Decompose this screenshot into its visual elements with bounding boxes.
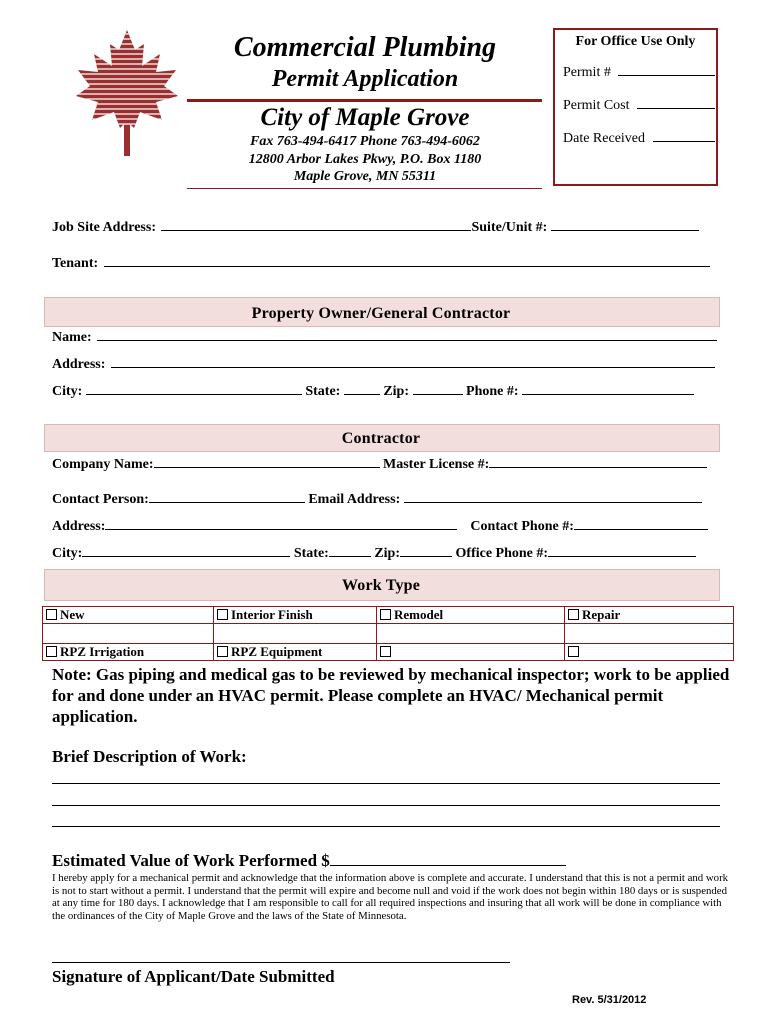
owner-state-label: State:	[305, 384, 341, 399]
form-subtitle: Permit Application	[271, 66, 459, 92]
permit-cost-field[interactable]	[563, 97, 715, 114]
job-site-row	[52, 219, 699, 236]
contact-person-row	[52, 491, 702, 508]
work-type-interior-finish[interactable]	[213, 606, 377, 624]
revision-date: Rev. 5/31/2012	[572, 994, 647, 1006]
estimate-label: Estimated Value of Work Performed $	[52, 851, 330, 870]
job-site-address-input[interactable]	[161, 219, 471, 231]
contractor-zip-input[interactable]	[400, 545, 452, 557]
blank-option-3-checkbox[interactable]	[380, 646, 391, 657]
contact-person-input[interactable]	[149, 491, 305, 503]
contractor-section-title: Contractor	[341, 430, 421, 447]
description-label: Brief Description of Work:	[52, 747, 247, 766]
remodel-label: Remodel	[394, 607, 444, 622]
owner-phone-input[interactable]	[522, 383, 694, 395]
gas-piping-note: Note: Gas piping and medical gas to be reviewed by mechanical inspector; work to be applied for and done under an HVAC permit. Please complete an HVAC/ Mechanical permit application.	[52, 665, 730, 726]
form-title: Commercial Plumbing	[233, 32, 497, 63]
contractor-city-input[interactable]	[82, 545, 290, 557]
job-site-address-label: Job Site Address:	[52, 220, 156, 235]
office-phone-label: Office Phone #:	[455, 546, 549, 561]
description-line-3[interactable]	[52, 826, 720, 827]
owner-phone-label: Phone #:	[466, 384, 519, 399]
office-use-box	[553, 28, 718, 186]
header-divider	[187, 99, 542, 102]
blank-option-4-checkbox[interactable]	[568, 646, 579, 657]
office-use-title: For Office Use Only	[575, 34, 696, 49]
work-type-blank-4[interactable]	[564, 643, 734, 661]
repair-checkbox[interactable]	[568, 609, 579, 620]
owner-city-label: City:	[52, 384, 83, 399]
new-checkbox[interactable]	[46, 609, 57, 620]
office-phone-input[interactable]	[548, 545, 696, 557]
master-license-input[interactable]	[489, 456, 707, 468]
suite-unit-label: Suite/Unit #:	[471, 220, 548, 235]
work-type-spacer	[213, 623, 377, 644]
city-name: City of Maple Grove	[260, 104, 470, 131]
tenant-input[interactable]	[104, 255, 710, 267]
work-type-grid	[42, 606, 734, 662]
remodel-checkbox[interactable]	[380, 609, 391, 620]
permit-number-blank[interactable]	[618, 64, 715, 76]
email-address-input[interactable]	[404, 491, 702, 503]
work-type-title: Work Type	[341, 577, 421, 594]
work-type-spacer	[376, 623, 565, 644]
permit-number-field[interactable]	[563, 64, 715, 81]
repair-label: Repair	[582, 607, 621, 622]
permit-cost-label: Permit Cost	[563, 98, 630, 113]
header-bottom-rule	[187, 188, 542, 189]
date-received-field[interactable]	[563, 130, 715, 147]
work-type-blank-3[interactable]	[376, 643, 565, 661]
company-name-input[interactable]	[154, 456, 380, 468]
address-line-2: Maple Grove, MN 55311	[293, 169, 437, 184]
estimate-input[interactable]	[330, 853, 566, 866]
suite-unit-input[interactable]	[551, 219, 699, 231]
owner-state-input[interactable]	[344, 383, 380, 395]
address-line-1: 12800 Arbor Lakes Pkwy, P.O. Box 1180	[248, 152, 482, 167]
email-address-label: Email Address:	[308, 492, 401, 507]
contractor-zip-label: Zip:	[374, 546, 401, 561]
owner-section-title: Property Owner/General Contractor	[251, 305, 511, 322]
interior-finish-checkbox[interactable]	[217, 609, 228, 620]
contractor-state-label: State:	[293, 546, 329, 561]
new-label: New	[60, 607, 85, 622]
contractor-address-input[interactable]	[105, 518, 457, 530]
owner-name-input[interactable]	[97, 329, 717, 341]
tenant-label: Tenant:	[52, 256, 99, 271]
contractor-city-row	[52, 545, 696, 562]
work-type-remodel[interactable]	[376, 606, 565, 624]
owner-city-row	[52, 383, 694, 400]
rpz-equipment-checkbox[interactable]	[217, 646, 228, 657]
company-name-label: Company Name:	[52, 457, 154, 472]
maple-leaf-logo	[72, 28, 182, 158]
interior-finish-label: Interior Finish	[231, 607, 313, 622]
estimate-row	[52, 851, 566, 871]
master-license-label: Master License #:	[383, 457, 490, 472]
date-received-blank[interactable]	[653, 130, 715, 142]
tenant-row	[52, 255, 710, 272]
signature-label: Signature of Applicant/Date Submitted	[52, 967, 335, 986]
description-line-1[interactable]	[52, 783, 720, 784]
contractor-city-label: City:	[52, 546, 83, 561]
owner-address-label: Address:	[52, 357, 106, 372]
permit-cost-blank[interactable]	[637, 97, 715, 109]
permit-number-label: Permit #	[563, 65, 611, 80]
contact-phone-input[interactable]	[574, 518, 708, 530]
rpz-equipment-label: RPZ Equipment	[231, 644, 323, 659]
work-type-new[interactable]	[42, 606, 214, 624]
contact-person-label: Contact Person:	[52, 492, 149, 507]
owner-address-row	[52, 356, 715, 373]
certification-text: I hereby apply for a mechanical permit and acknowledge that the information above is complete and accurate. I understand that this is not a permit and work is not to start without a permit. I understand that the permit will expire and become null and void if the work does not begin within 180 days or is suspended at any time for 180 days. I acknowledge that I am responsible to call for all required inspections and insuring that all work will be done in compliance with the ordinances of the City of Maple Grove and the laws of the State of Minnesota.	[52, 872, 729, 922]
signature-line[interactable]	[52, 962, 510, 963]
company-row	[52, 456, 707, 473]
contractor-address-label: Address:	[52, 519, 106, 534]
contractor-state-input[interactable]	[329, 545, 371, 557]
rpz-irrigation-label: RPZ Irrigation	[60, 644, 145, 659]
description-line-2[interactable]	[52, 805, 720, 806]
owner-name-label: Name:	[52, 330, 92, 345]
contact-info: Fax 763-494-6417 Phone 763-494-6062	[250, 134, 480, 149]
owner-city-input[interactable]	[86, 383, 302, 395]
work-type-spacer	[564, 623, 734, 644]
owner-zip-label: Zip:	[383, 384, 410, 399]
owner-zip-input[interactable]	[413, 383, 463, 395]
work-type-repair[interactable]	[564, 606, 734, 624]
work-type-spacer	[42, 623, 214, 644]
owner-name-row	[52, 329, 717, 346]
date-received-label: Date Received	[563, 131, 646, 146]
work-type-rpz-irrigation[interactable]	[42, 643, 214, 661]
contractor-address-row	[52, 518, 708, 535]
owner-address-input[interactable]	[111, 356, 715, 368]
rpz-irrigation-checkbox[interactable]	[46, 646, 57, 657]
work-type-rpz-equipment[interactable]	[213, 643, 377, 661]
contact-phone-label: Contact Phone #:	[470, 519, 574, 534]
